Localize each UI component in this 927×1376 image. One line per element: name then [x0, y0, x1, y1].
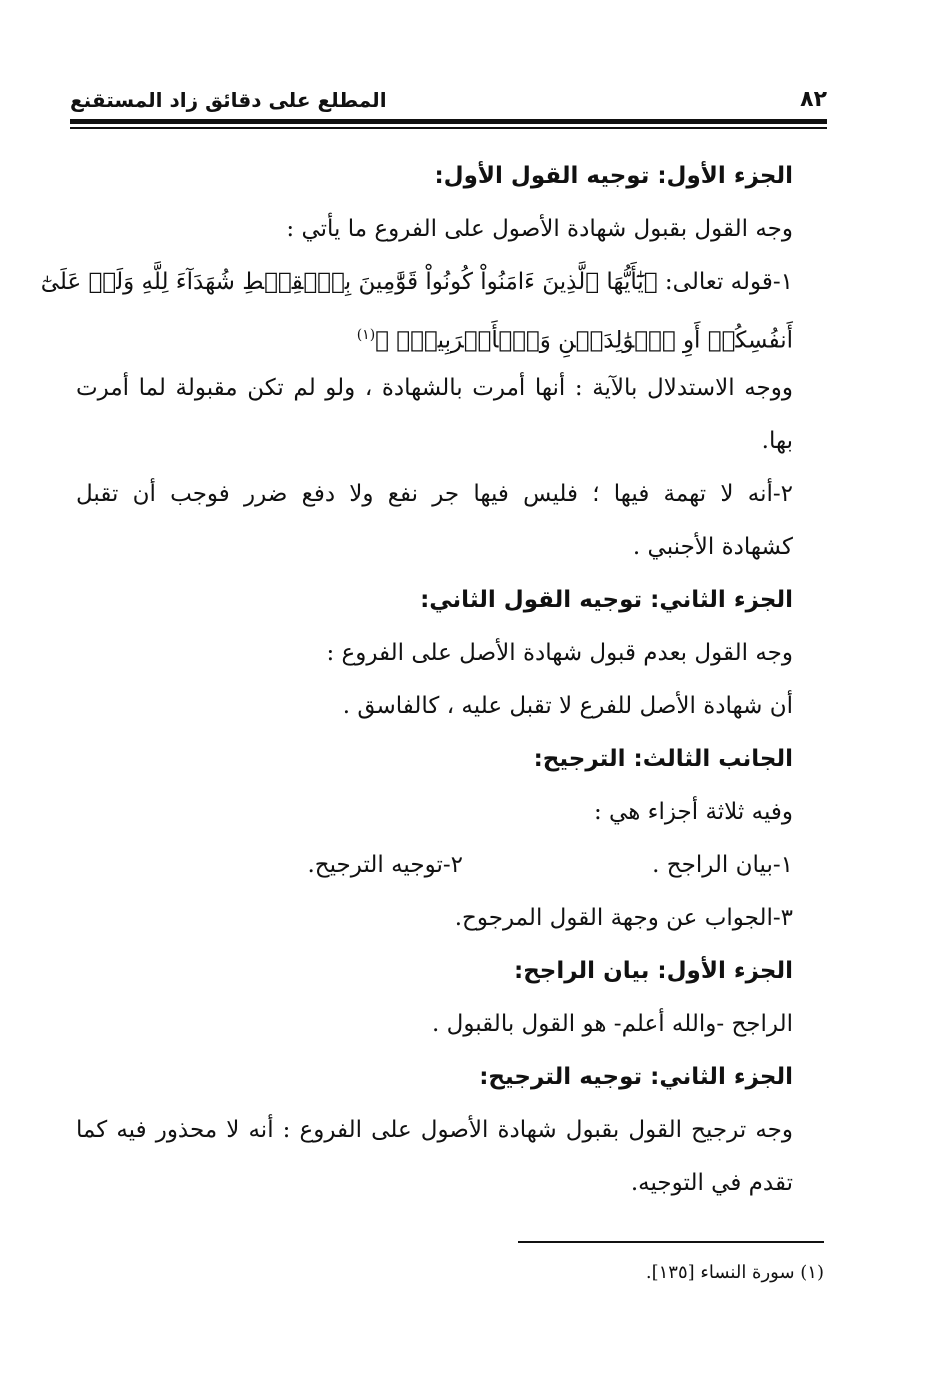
section-heading: الجزء الأول: توجيه القول الأول: [434, 163, 793, 189]
section-heading: الجزء الثاني: توجيه الترجيح: [479, 1064, 793, 1090]
paragraph: الراجح -والله أعلم- هو القول بالقبول . [432, 1011, 793, 1037]
paragraph-line: وجه ترجيح القول بقبول شهادة الأصول على الفروع : أنه لا محذور فيه كما [76, 1117, 793, 1143]
quran-verse-line [76, 309, 793, 362]
paragraph: وجه القول بعدم قبول شهادة الأصل على الفروع : [326, 640, 793, 666]
paragraph-line: ٢-أنه لا تهمة فيها ؛ فليس فيها جر نفع ولا دفع ضرر فوجب أن تقبل [76, 481, 793, 507]
footnote: (١) سورة النساء [١٣٥]. [645, 1262, 824, 1283]
quran-verse-text: أَنفُسِكُمۡ أَوِ ٱلۡوَٰلِدَيۡنِ وَٱلۡأَقۡرَبِينَۚ ﴾ [375, 327, 793, 354]
paragraph: أن شهادة الأصل للفرع لا تقبل عليه ، كالفاسق . [342, 693, 793, 719]
list-item: ١-بيان الراجح . [652, 852, 793, 878]
footnote-rule [518, 1241, 824, 1243]
paragraph-line: ووجه الاستدلال بالآية : أنها أمرت بالشهادة ، ولو لم تكن مقبولة لما أمرت [76, 375, 793, 401]
section-heading: الجزء الأول: بيان الراجح: [514, 958, 793, 984]
paragraph-line: تقدم في التوجيه. [630, 1170, 793, 1196]
section-heading: الجزء الثاني: توجيه القول الثاني: [420, 587, 793, 613]
list-item: ٣-الجواب عن وجهة القول المرجوح. [454, 905, 793, 931]
header-rule-thin [70, 127, 827, 129]
book-title: المطلع على دقائق زاد المستقنع [70, 88, 387, 112]
footnote-reference: (١) [356, 327, 376, 343]
list-row [76, 839, 793, 892]
paragraph-line: بها. [761, 428, 793, 454]
header-rule-thick [70, 119, 827, 124]
paragraph-line: كشهادة الأجنبي . [632, 534, 793, 560]
paragraph: وجه القول بقبول شهادة الأصول على الفروع ما يأتي : [286, 216, 793, 242]
page-number: ٨٢ [800, 87, 827, 112]
list-item: ٢-توجيه الترجيح. [307, 852, 463, 878]
paragraph: وفيه ثلاثة أجزاء هي : [593, 799, 793, 825]
quran-verse-line: ١-قوله تعالى: ﴿يَٰٓأَيُّهَا ٱلَّذِينَ ءَامَنُواْ كُونُواْ قَوَّٰمِينَ بِٱلۡقِسۡطِ شُهَدَآءَ لِلَّهِ وَلَوۡ عَلَىٰٓ [40, 269, 793, 295]
body-text [40, 150, 793, 1210]
section-heading: الجانب الثالث: الترجيح: [533, 746, 793, 772]
running-header [70, 82, 827, 118]
